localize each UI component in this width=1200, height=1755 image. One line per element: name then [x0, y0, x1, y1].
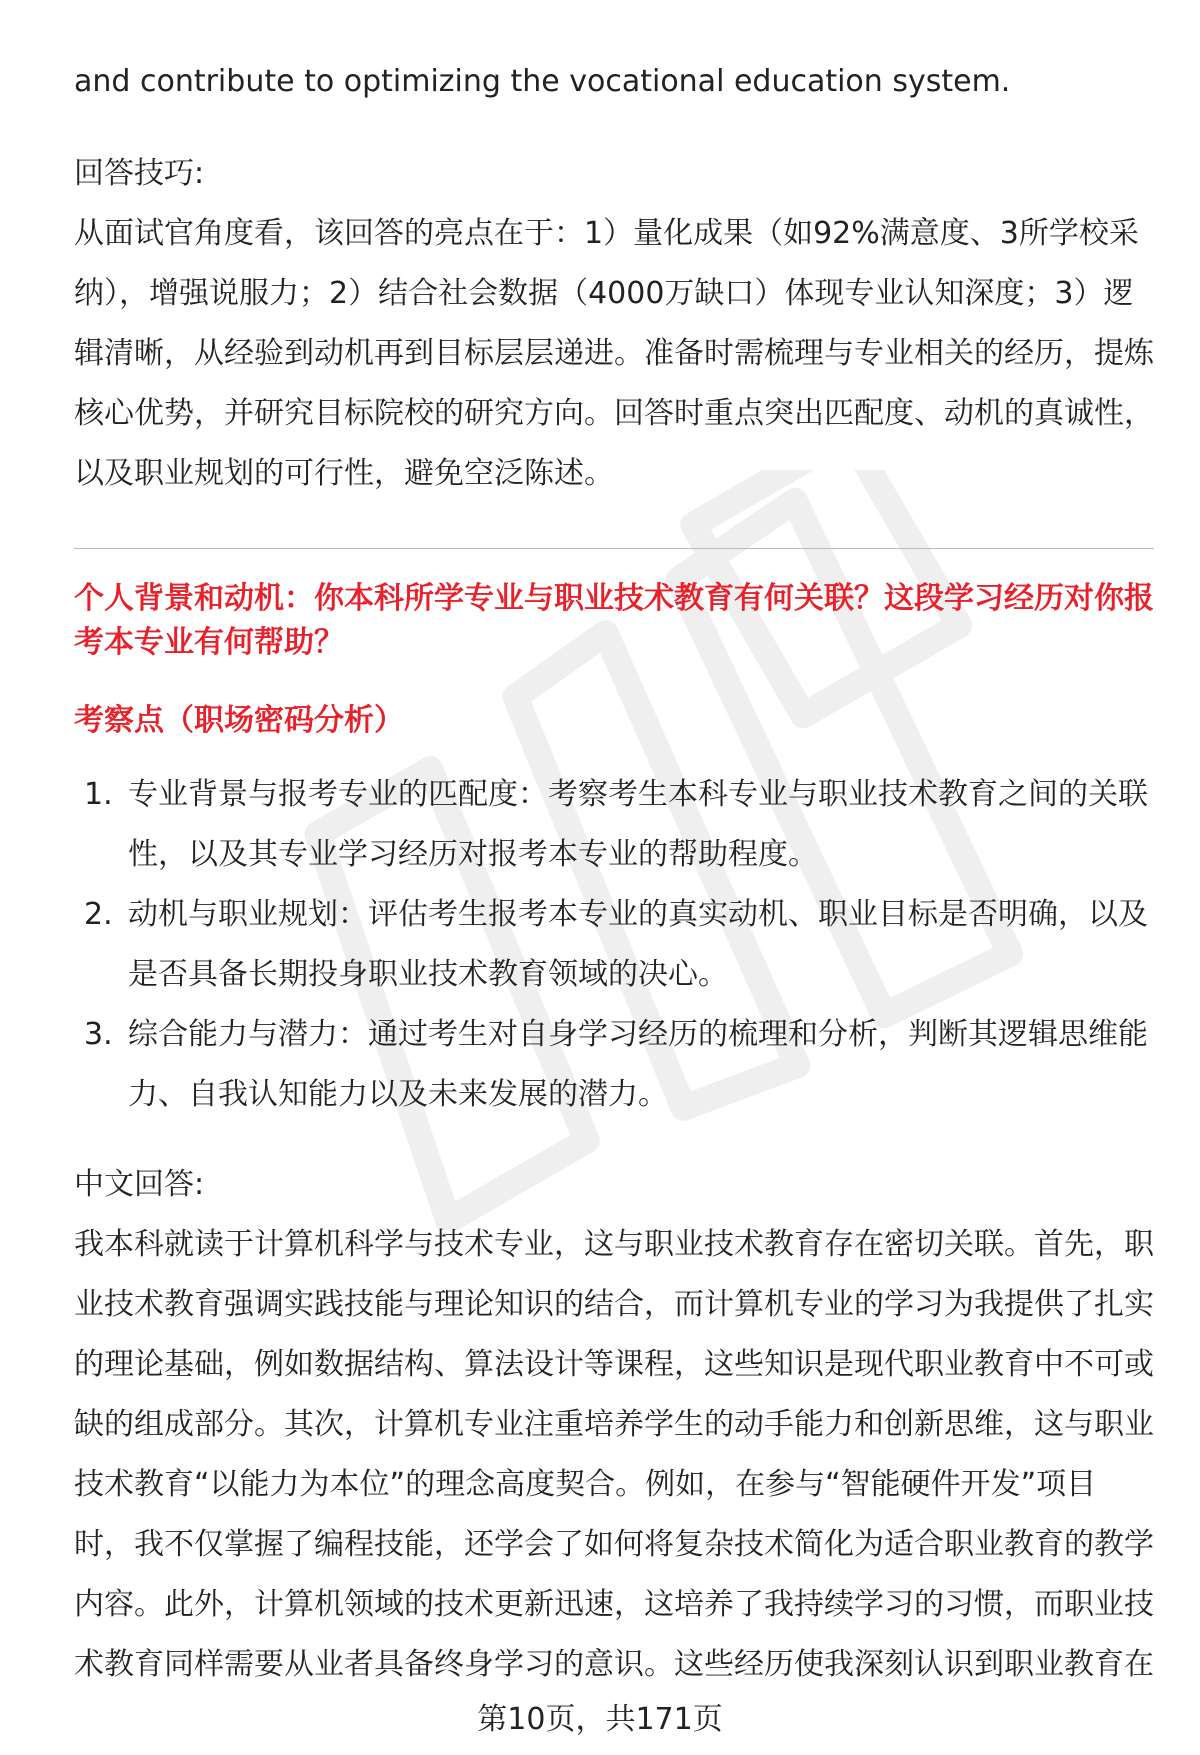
previous-answer-tail: and contribute to optimizing the vocational education system. — [74, 64, 1011, 99]
list-item — [74, 885, 1154, 1005]
tips-body: 从面试官角度看，该回答的亮点在于：1）量化成果（如92%满意度、3所学校采纳），增强说服力；2）结合社会数据（4000万缺口）体现专业认知深度；3）逻辑清晰，从经验到动机再到目标层层递进。准备时需梳理与专业相关的经历，提炼核心优势，并研究目标院校的研究方向。回答时重点突出匹配度、动机的真诚性，以及职业规划的可行性，避免空泛陈述。 — [74, 216, 1154, 491]
question-title: 个人背景和动机：你本科所学专业与职业技术教育有何关联？这段学习经历对你报考本专业有何帮助？ — [74, 581, 1154, 660]
list-item-number: 2. — [84, 897, 113, 932]
answer-tips-section — [74, 144, 1154, 504]
list-item-number: 3. — [84, 1017, 113, 1052]
page-number-footer: 第10页，共171页 — [477, 1702, 723, 1737]
list-item-text: 动机与职业规划：评估考生报考本专业的真实动机、职业目标是否明确，以及是否具备长期投身职业技术教育领域的决心。 — [128, 897, 1148, 992]
focus-points-list — [74, 765, 1154, 1125]
list-item-number: 1. — [84, 777, 113, 812]
tips-label: 回答技巧: — [74, 156, 205, 191]
list-item-text: 综合能力与潜力：通过考生对自身学习经历的梳理和分析，判断其逻辑思维能力、自我认知能力以及未来发展的潜力。 — [128, 1017, 1148, 1112]
focus-heading: 考察点（职场密码分析） — [74, 703, 404, 738]
document-body — [74, 52, 1154, 1695]
list-item — [74, 765, 1154, 885]
section-divider — [74, 548, 1154, 549]
chinese-answer-body: 我本科就读于计算机科学与技术专业，这与职业技术教育存在密切关联。首先，职业技术教育强调实践技能与理论知识的结合，而计算机专业的学习为我提供了扎实的理论基础，例如数据结构、算法设计等课程，这些知识是现代职业教育中不可或缺的组成部分。其次，计算机专业注重培养学生的动手能力和创新思维，这与职业技术教育“以能力为本位”的理念高度契合。例如，在参与“智能硬件开发”项目时，我不仅掌握了编程技能，还学会了如何将复杂技术简化为适合职业教育的教学内容。此外，计算机领域的技术更新迅速，这培养了我持续学习的习惯，而职业技术教育同样需要从业者具备终身学习的意识。这些经历使我深刻认识到职业教育在 — [74, 1227, 1154, 1682]
list-item — [74, 1005, 1154, 1125]
list-item-text: 专业背景与报考专业的匹配度：考察考生本科专业与职业技术教育之间的关联性，以及其专业学习经历对报考本专业的帮助程度。 — [128, 777, 1148, 872]
chinese-answer-label: 中文回答: — [74, 1167, 205, 1202]
chinese-answer-section — [74, 1155, 1154, 1695]
